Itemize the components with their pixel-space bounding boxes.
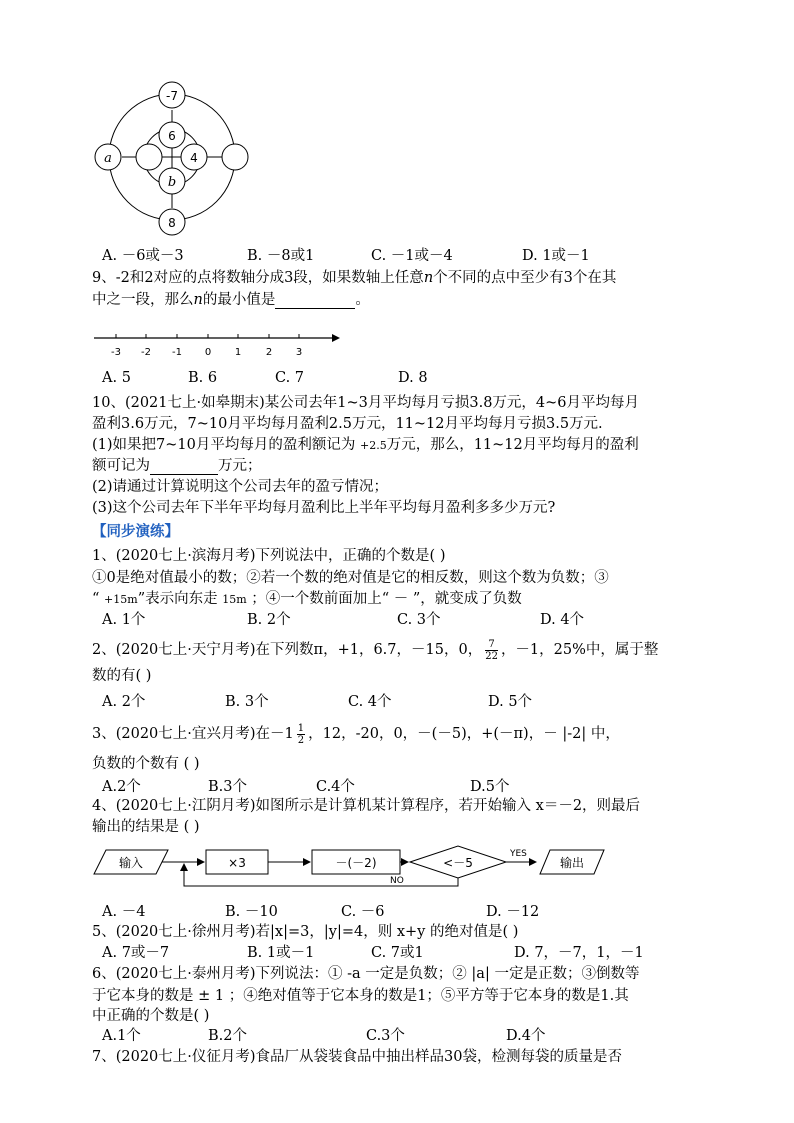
s1-line-1: 1、(2020七上·滨海月考)下列说法中，正确的个数是( ) [92,548,446,564]
q10-line-2: 盈利3.6万元，7~10月平均每月盈利2.5万元，11~12月平均每月亏损3.5万元. [92,416,603,432]
diagram-inner-bottom: b [167,175,177,190]
s5-option-b: B. 1或－1 [247,945,315,961]
q10-line-6: (3)这个公司去年下半年平均每月盈利比上半年平均每月盈利多多少万元? [92,500,556,516]
q9-option-d: D. 8 [398,370,428,386]
s6-option-c: C.3个 [366,1028,405,1044]
tick-label: -1 [172,347,182,358]
q10-line-5: (2)请通过计算说明这个公司去年的盈亏情况； [92,479,389,495]
s1-option-d: D. 4个 [540,612,585,628]
s2-option-d: D. 5个 [488,694,533,710]
tick-label: 3 [295,347,303,358]
circle-number-diagram [92,80,257,240]
s4-option-c: C. －6 [341,904,385,920]
s6-line-2: 于它本身的数是 ± 1 ；④绝对值等于它本身的数是1；⑤平方等于它本身的数是1.其 [92,988,629,1004]
s5-option-a: A. 7或－7 [102,945,170,961]
tick-label: 1 [234,347,242,358]
s1-option-c: C. 3个 [397,612,441,628]
q9-option-a: A. 5 [102,370,131,386]
q9-number-line [92,328,342,362]
s2-option-b: B. 3个 [225,694,269,710]
diagram-inner-top: 6 [168,129,176,143]
svg-text:输出: 输出 [559,856,585,870]
s1-option-a: A. 1个 [102,612,146,628]
tick-label: 0 [204,347,212,358]
s5-line-1: 5、(2020七上·徐州月考)若|x|=3，|y|=4，则 x+y 的绝对值是( ) [92,924,519,940]
s4-option-a: A. －4 [102,904,146,920]
s2-option-a: A. 2个 [102,694,146,710]
s1-option-b: B. 2个 [247,612,291,628]
section-title: 【同步演练】 [92,524,179,540]
q9-line-1: 9、-2和2对应的点将数轴分成3段，如果数轴上任意n个不同的点中至少有3个在其 [92,270,617,286]
s4-line-2: 输出的结果是 ( ) [92,819,200,835]
s2-line-2: 数的有( ) [92,668,152,684]
s6-option-d: D.4个 [506,1028,546,1044]
q8-option-d: D. 1或－1 [522,248,590,264]
diagram-inner-right: 4 [190,151,198,165]
q10-line-4: 额可记为 万元； [92,458,262,474]
tick-label: 2 [265,347,273,358]
svg-text:×3: ×3 [228,856,246,870]
tick-label: -2 [141,347,151,358]
q9-option-b: B. 6 [188,370,218,386]
s6-option-a: A.1个 [102,1028,141,1044]
flow-input-label: 输入 [118,856,144,870]
s5-option-c: C. 7或1 [371,945,424,961]
s6-option-b: B.2个 [208,1028,247,1044]
svg-text:－(－2): －(－2) [335,856,377,870]
fraction: $\frac{1}{2}$ [297,722,305,746]
q8-option-c: C. －1或－4 [371,248,453,264]
s4-flowchart [90,842,610,892]
tick-label: -3 [111,347,121,358]
s6-line-3: 中正确的个数是( ) [92,1008,210,1024]
s4-line-1: 4、(2020七上·江阴月考)如图所示是计算机某计算程序，若开始输入 x＝－2，则最后 [92,798,641,814]
fraction: $\frac{7}{22}$ [485,638,498,662]
s7-line-1: 7、(2020七上·仪征月考)食品厂从袋装食品中抽出样品30袋，检测每袋的质量是否 [92,1049,622,1065]
svg-text:<－5: <－5 [443,856,473,870]
q9-answer-blank [275,308,355,309]
q9-option-c: C. 7 [275,370,305,386]
flow-yes: YES [510,849,527,859]
s3-option-b: B.3个 [208,779,247,795]
diagram-top: -7 [166,89,178,103]
s6-line-1: 6、(2020七上·泰州月考)下列说法：① -a 一定是负数；② |a| 一定是正数；③倒数等 [92,966,640,982]
s3-line-1: 3、(2020七上·宜兴月考)在－1 $\frac{1}{2}$ ，12，-20，0，－(－5)，+(－π)，－ |-2| 中， [92,722,620,746]
s1-line-3: “ +15m”表示向东走 15m ；④一个数前面加上“ － ”，就变成了负数 [92,591,522,607]
q8-option-a: A. －6或－3 [102,248,184,264]
s5-option-d: D. 7，－7，1，－1 [514,945,644,961]
s1-line-2: ①0是绝对值最小的数；②若一个数的绝对值是它的相反数，则这个数为负数；③ [92,570,609,586]
s2-line-1: 2、(2020七上·天宁月考)在下列数π，+1，6.7，－15，0， $\frac{7}{22}$ ，－1，25%中，属于整 [92,638,659,662]
s3-option-a: A.2个 [102,779,141,795]
s3-line-2: 负数的个数有 ( ) [92,756,200,772]
diagram-bottom: 8 [168,216,176,230]
diagram-left: a [104,151,112,166]
s3-option-c: C.4个 [316,779,355,795]
flow-no: NO [390,876,404,886]
s4-option-b: B. －10 [225,904,278,920]
q10-line-3: (1)如果把7~10月平均每月的盈利额记为 +2.5万元，那么，11~12月平均每月的盈利 [92,437,639,453]
q10-line-1: 10、(2021七上·如皋期末)某公司去年1~3月平均每月亏损3.8万元，4~6月平均每月 [92,395,640,411]
s2-option-c: C. 4个 [348,694,392,710]
s4-option-d: D. －12 [486,904,540,920]
q8-option-b: B. －8或1 [247,248,315,264]
q9-line-2: 中之一段，那么n的最小值是 。 [92,292,370,308]
s3-option-d: D.5个 [470,779,510,795]
